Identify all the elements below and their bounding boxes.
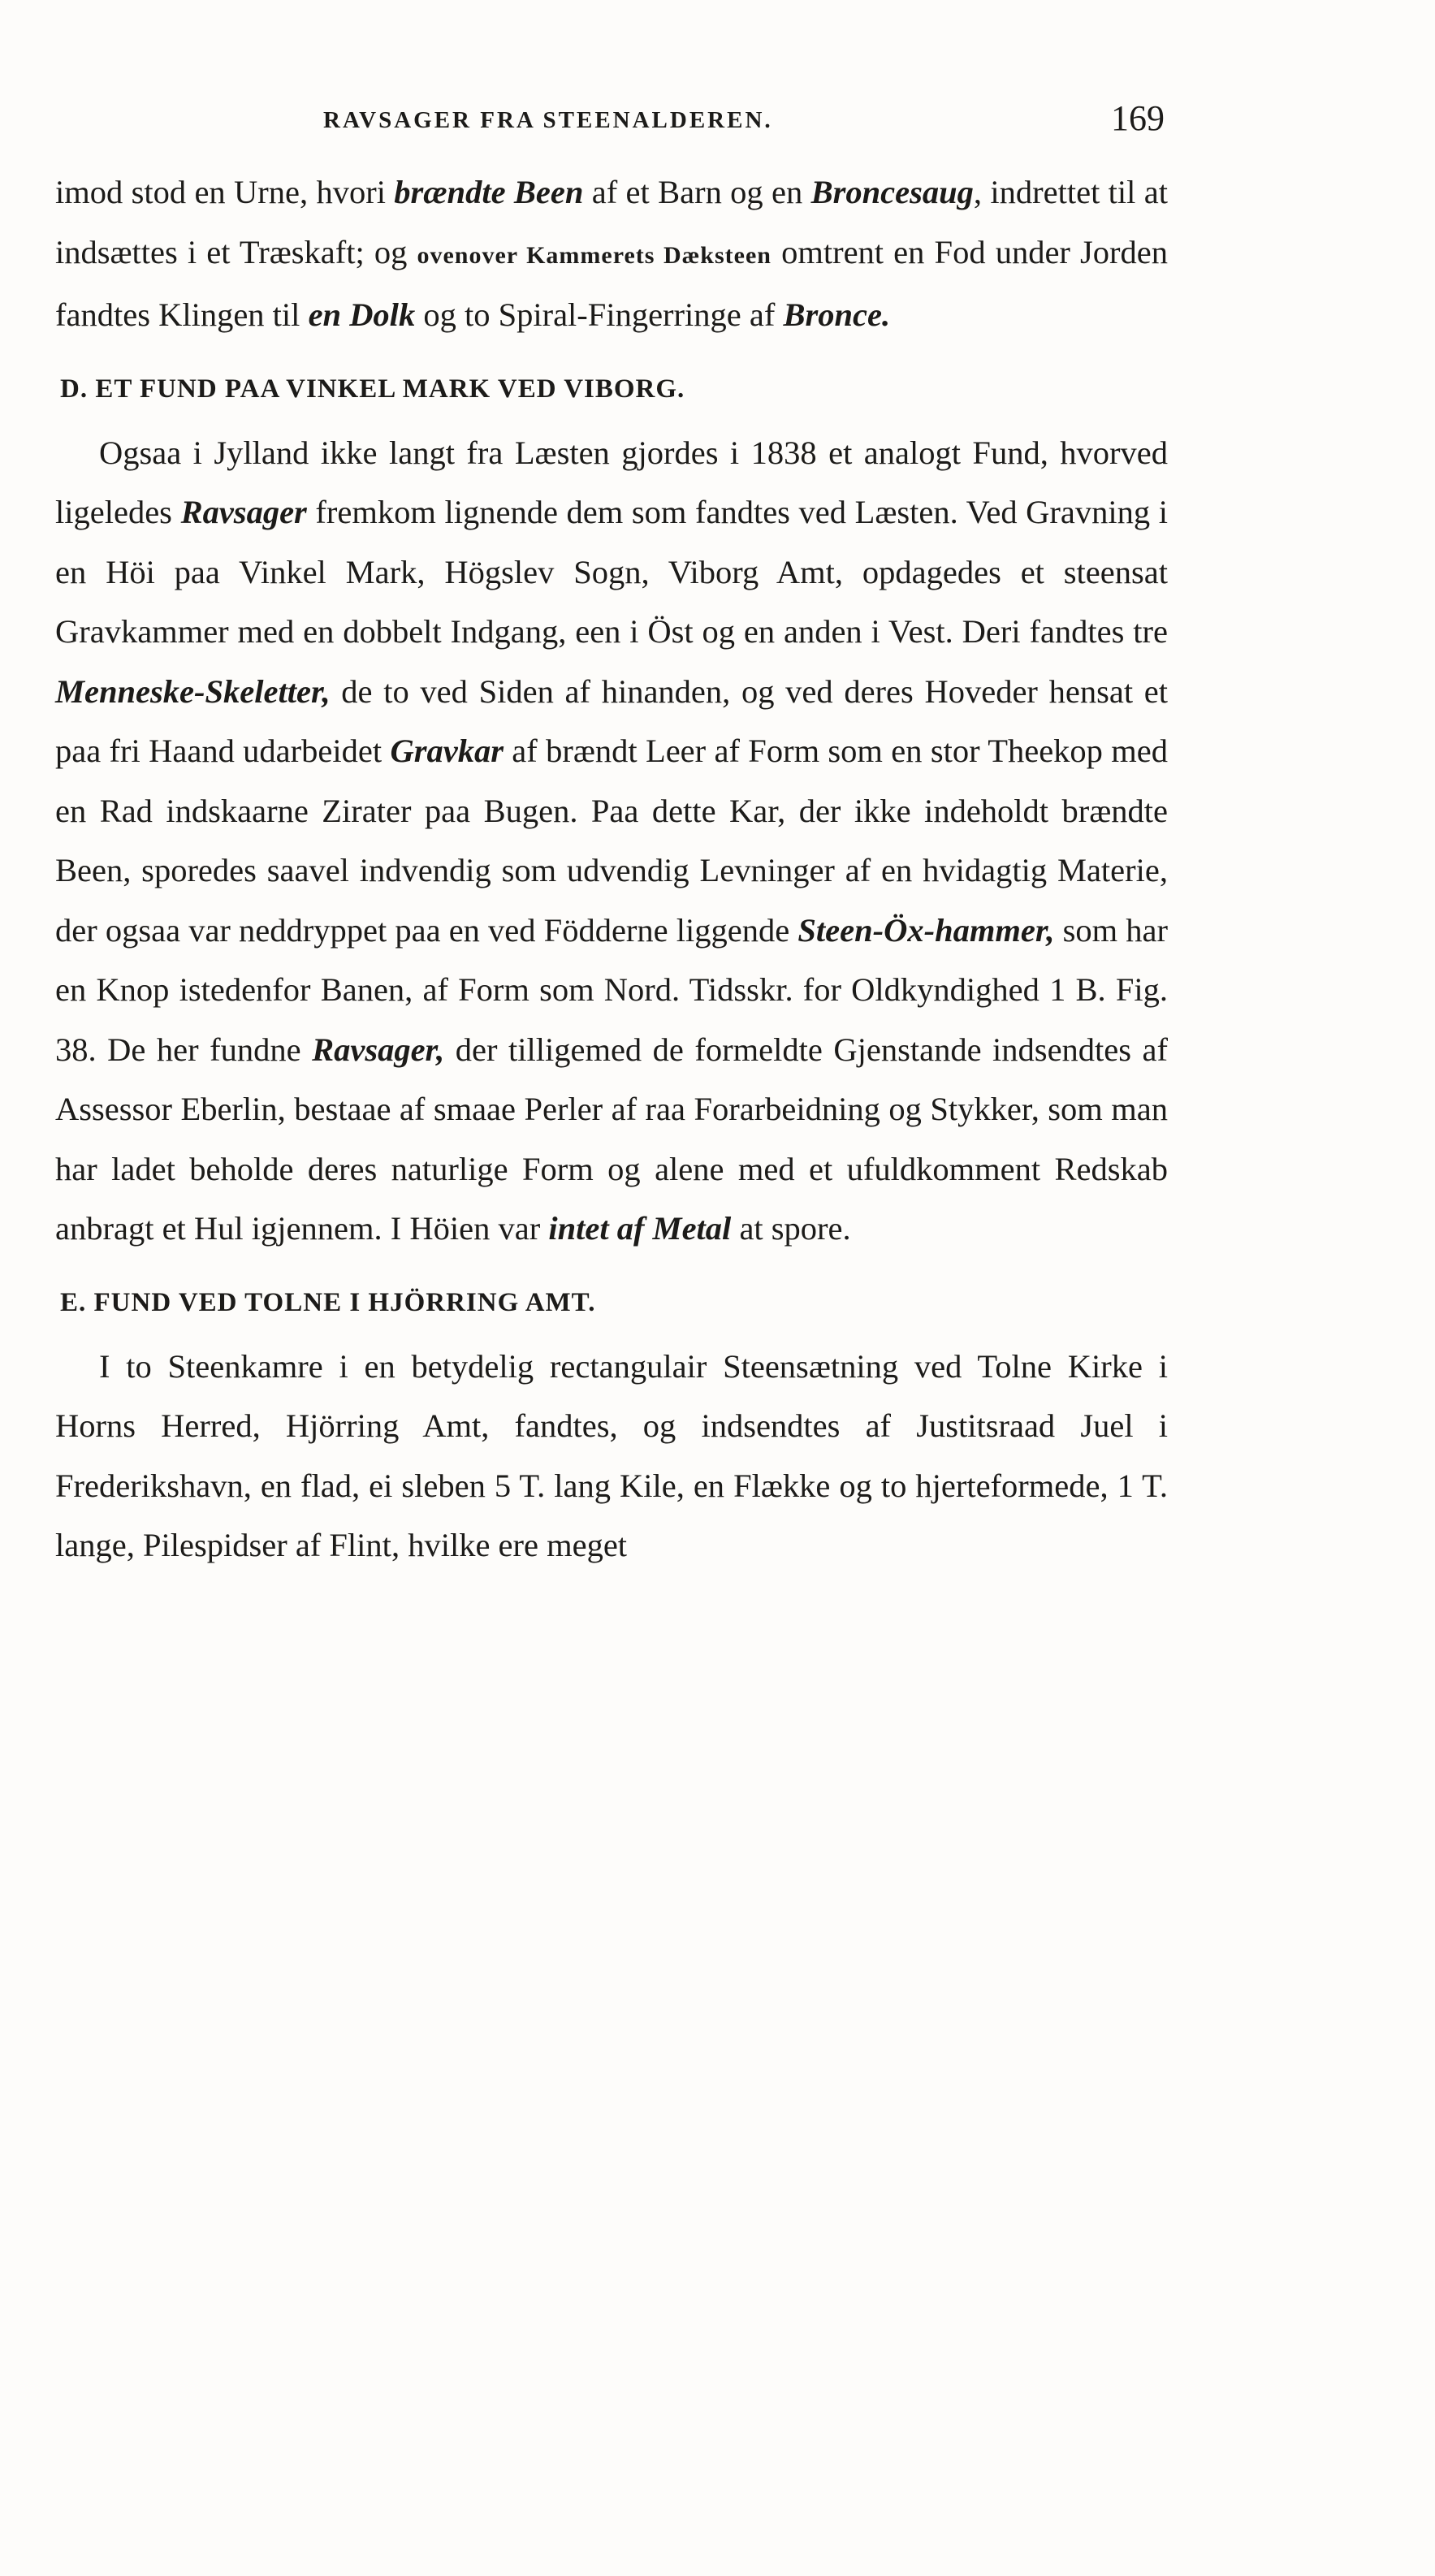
book-page <box>55 97 1168 1575</box>
intro-paragraph: imod stod en Urne, hvori brændte Been af et Barn og en Broncesaug, indrettet til at indsættes i et Træskaft; og ovenover Kammerets Dæksteen omtrent en Fod under Jorden fandtes Klingen til en Dolk og to Spiral-Fingerringe af Bronce. <box>55 174 1169 333</box>
running-title: RAVSAGER FRA STEENALDEREN. <box>323 107 773 133</box>
page-number: 169 <box>1111 98 1165 138</box>
section-e-paragraph: I to Steenkamre i en betydelig rectangulair Steensætning ved Tolne Kirke i Horns Herred, Hjörring Amt, fandtes, og indsendtes af Justitsraad Juel i Frederikshavn, en flad, ei sleben 5 T. lang Kile, en Flække og to hjerteformede, 1 T. lange, Pilespidser af Flint, hvilke ere meget <box>55 1347 1168 1563</box>
section-d-paragraph: Ogsaa i Jylland ikke langt fra Læsten gjordes i 1838 et analogt Fund, hvorved ligeledes Ravsager fremkom lignende dem som fandtes ved Læsten. Ved Gravning i en Höi paa Vinkel Mark, Högslev Sogn, Viborg Amt, opdagedes et steensat Gravkammer med en dobbelt Indgang, een i Öst og en anden i Vest. Deri fandtes tre Menneske-Skeletter, de to ved Siden af hinanden, og ved deres Hoveder hensat et paa fri Haand udarbeidet Gravkar af brændt Leer af Form som en stor Theekop med en Rad indskaarne Zirater paa Bugen. Paa dette Kar, der ikke indeholdt brændte Been, sporedes saavel indvendig som udvendig Levninger af en hvidagtig Materie, der ogsaa var neddryppet paa en ved Födderne liggende Steen-Öx-hammer, som har en Knop istedenfor Banen, af Form som Nord. Tidsskr. for Oldkyndighed 1 B. Fig. 38. De her fundne Ravsager, der tilligemed de formeldte Gjenstande indsendtes af Assessor Eberlin, bestaae af smaae Perler af raa Forarbeidning og Stykker, som man har ladet beholde deres naturlige Form og alene med et ufuldkomment Redskab anbragt et Hul igjennem. I Höien var intet af Metal at spore. <box>55 434 1169 1247</box>
page-header <box>55 97 1168 162</box>
section-e-heading: E. FUND VED TOLNE I HJÖRRING AMT. <box>60 1287 596 1317</box>
section-d-heading: D. ET FUND PAA VINKEL MARK VED VIBORG. <box>60 374 685 404</box>
